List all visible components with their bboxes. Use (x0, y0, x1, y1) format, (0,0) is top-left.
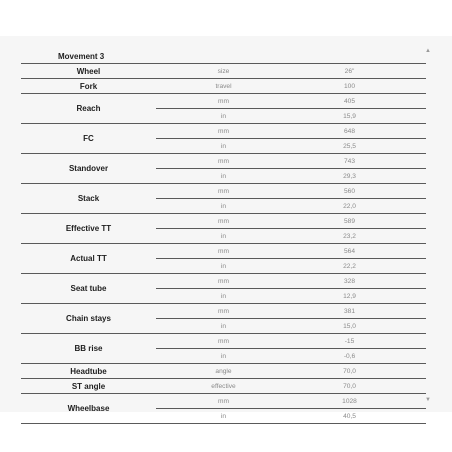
geometry-table (21, 49, 426, 424)
unit-label: in (156, 289, 291, 304)
value-cell: 328 (291, 274, 426, 289)
table-row (21, 394, 426, 409)
scroll-up-icon[interactable]: ▲ (425, 48, 431, 54)
unit-label: travel (156, 79, 291, 94)
value-cell: 12,9 (291, 289, 426, 304)
unit-label: mm (156, 214, 291, 229)
table-row (21, 364, 426, 379)
unit-label: effective (156, 379, 291, 394)
value-cell: 29,3 (291, 169, 426, 184)
param-label: BB rise (21, 334, 156, 364)
value-cell: 25,5 (291, 139, 426, 154)
model-name: Movement 3 (21, 49, 426, 64)
unit-label: size (156, 64, 291, 79)
unit-label: in (156, 109, 291, 124)
param-label: Fork (21, 79, 156, 94)
param-label: ST angle (21, 379, 156, 394)
unit-label: mm (156, 304, 291, 319)
unit-label: in (156, 259, 291, 274)
table-row (21, 214, 426, 229)
unit-label: mm (156, 154, 291, 169)
param-label: Headtube (21, 364, 156, 379)
param-label: Wheel (21, 64, 156, 79)
unit-label: mm (156, 244, 291, 259)
table-row (21, 334, 426, 349)
scroll-down-icon[interactable]: ▼ (425, 397, 431, 403)
param-label: Reach (21, 94, 156, 124)
unit-label: in (156, 319, 291, 334)
value-cell: 564 (291, 244, 426, 259)
table-row (21, 64, 426, 79)
param-label: Actual TT (21, 244, 156, 274)
unit-label: in (156, 409, 291, 424)
value-cell: 100 (291, 79, 426, 94)
value-cell: 1028 (291, 394, 426, 409)
value-cell: 70,0 (291, 364, 426, 379)
table-header-row (21, 49, 426, 64)
table-row (21, 304, 426, 319)
param-label: Chain stays (21, 304, 156, 334)
unit-label: in (156, 199, 291, 214)
value-cell: 70,0 (291, 379, 426, 394)
geometry-panel (0, 36, 452, 420)
table-row (21, 79, 426, 94)
param-label: Effective TT (21, 214, 156, 244)
unit-label: in (156, 169, 291, 184)
value-cell: 15,0 (291, 319, 426, 334)
param-label: FC (21, 124, 156, 154)
unit-label: mm (156, 184, 291, 199)
value-cell: 40,5 (291, 409, 426, 424)
value-cell: 648 (291, 124, 426, 139)
unit-label: mm (156, 274, 291, 289)
param-label: Wheelbase (21, 394, 156, 424)
value-cell: 23,2 (291, 229, 426, 244)
param-label: Standover (21, 154, 156, 184)
unit-label: mm (156, 334, 291, 349)
value-cell: 15,9 (291, 109, 426, 124)
table-row (21, 124, 426, 139)
value-cell: 589 (291, 214, 426, 229)
value-cell: 405 (291, 94, 426, 109)
unit-label: in (156, 229, 291, 244)
value-cell: 26" (291, 64, 426, 79)
value-cell: 743 (291, 154, 426, 169)
value-cell: 381 (291, 304, 426, 319)
table-row (21, 244, 426, 259)
param-label: Stack (21, 184, 156, 214)
value-cell: 560 (291, 184, 426, 199)
unit-label: angle (156, 364, 291, 379)
table-row (21, 379, 426, 394)
value-cell: 22,2 (291, 259, 426, 274)
table-row (21, 154, 426, 169)
unit-label: mm (156, 394, 291, 409)
value-cell: -15 (291, 334, 426, 349)
unit-label: in (156, 139, 291, 154)
param-label: Seat tube (21, 274, 156, 304)
value-cell: 22,0 (291, 199, 426, 214)
table-row (21, 184, 426, 199)
value-cell: -0,6 (291, 349, 426, 364)
table-row (21, 94, 426, 109)
unit-label: in (156, 349, 291, 364)
unit-label: mm (156, 124, 291, 139)
unit-label: mm (156, 94, 291, 109)
table-row (21, 274, 426, 289)
